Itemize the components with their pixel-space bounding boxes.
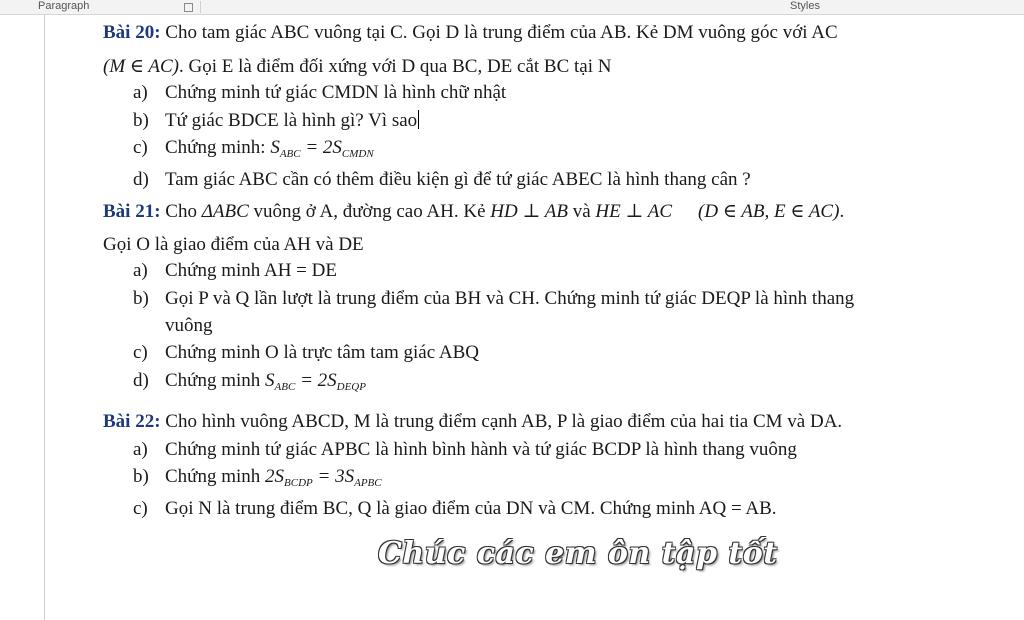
b20-intro-text2: . Gọi E là điểm đối xứng với D qua BC, DE cắt BC tại N [178,56,612,77]
b20-item-a [133,82,506,104]
math-sub: APBC [354,477,382,489]
item-letter: d) [133,370,149,391]
closing-wordart: Chúc các em ôn tập tốt [378,536,778,571]
b21-item-b-cont [165,315,213,337]
math-eq: = 2S [300,137,342,158]
b20-item-c [133,137,374,165]
b20-item-b [133,110,419,132]
b20-intro-line1 [103,22,838,44]
item-letter: a) [133,82,148,103]
math-sub: CMDN [341,148,374,160]
item-letter: b) [133,288,149,309]
b21-intro-line2 [103,234,364,256]
math-eq: = 2S [295,370,337,391]
paragraph-group-label: Paragraph [38,0,90,12]
item-text: Tứ giác BDCE là hình gì? Vì sao [165,110,418,131]
math-s: S [270,137,280,158]
b22-item-a [133,439,797,461]
b21-intro-text2: Gọi O là giao điểm của AH và DE [103,234,364,255]
math-s: 2S [265,466,285,487]
item-text: Chứng minh O là trực tâm tam giác ABQ [165,342,479,363]
b21-text: và [567,201,596,222]
b21-item-d [133,370,366,398]
b21-text: . [839,201,845,222]
item-text: vuông [165,315,213,336]
item-letter: a) [133,439,148,460]
page-left-edge [44,15,45,620]
math-sub: ABC [274,381,296,393]
item-letter: d) [133,169,149,190]
styles-group-label: Styles [790,0,820,12]
math-sub: BCDP [284,477,313,489]
item-text: Chứng minh [165,370,266,391]
b20-intro-math: (M ∈ AC) [103,56,179,77]
b20-intro-text: Cho tam giác ABC vuông tại C. Gọi D là trung điểm của AB. Kẻ DM vuông góc với AC [165,22,838,43]
b21-item-b [133,288,854,310]
item-letter: c) [133,137,148,158]
b20-item-d [133,169,751,191]
b22-intro-line [103,411,842,433]
item-text: Chứng minh tứ giác APBC là hình bình hành và tứ giác BCDP là hình thang vuông [165,439,797,460]
b22-item-b [133,466,382,494]
b21-text: Cho [165,201,202,222]
item-letter: b) [133,466,149,487]
b21-heading: Bài 21: [103,201,161,222]
item-text: Chứng minh AH = DE [165,260,337,281]
b22-intro-text: Cho hình vuông ABCD, M là trung điểm cạnh AB, P là giao điểm của hai tia CM và DA. [165,411,843,432]
item-text: Chứng minh: [165,137,271,158]
b20-intro-line2 [103,56,611,78]
b21-item-c [133,342,479,364]
item-letter: c) [133,342,148,363]
item-letter: b) [133,110,149,131]
math-eq: = 3S [312,466,355,487]
item-text: Gọi P và Q lần lượt là trung điểm của BH và CH. Chứng minh tứ giác DEQP là hình thang [165,288,855,309]
ribbon-group-labels [0,0,1024,15]
b20-heading: Bài 20: [103,22,161,43]
b22-heading: Bài 22: [103,411,161,432]
text-cursor [418,110,419,129]
item-text: Tam giác ABC cần có thêm điều kiện gì để tứ giác ABEC là hình thang cân ? [165,169,751,190]
b21-item-a [133,260,337,282]
math-s: S [265,370,275,391]
b21-math: ΔABC [201,201,249,222]
math-sub: ABC [279,148,301,160]
item-text: Chứng minh tứ giác CMDN là hình chữ nhật [165,82,507,103]
item-letter: a) [133,260,148,281]
b21-math: HE ⊥ AC [595,201,673,222]
b21-math: (D ∈ AB, E ∈ AC) [698,201,840,222]
ribbon-divider [200,1,201,13]
item-text: Gọi N là trung điểm BC, Q là giao điểm của DN và CM. Chứng minh AQ = AB. [165,498,777,519]
item-text: Chứng minh [165,466,266,487]
math-sub: DEQP [336,381,366,393]
b22-item-c [133,498,777,520]
b21-intro-line1 [103,201,844,223]
dialog-launcher-icon[interactable] [184,3,193,12]
item-letter: c) [133,498,148,519]
b21-text: vuông ở A, đường cao AH. Kẻ [248,201,491,222]
b21-math: HD ⊥ AB [490,201,568,222]
